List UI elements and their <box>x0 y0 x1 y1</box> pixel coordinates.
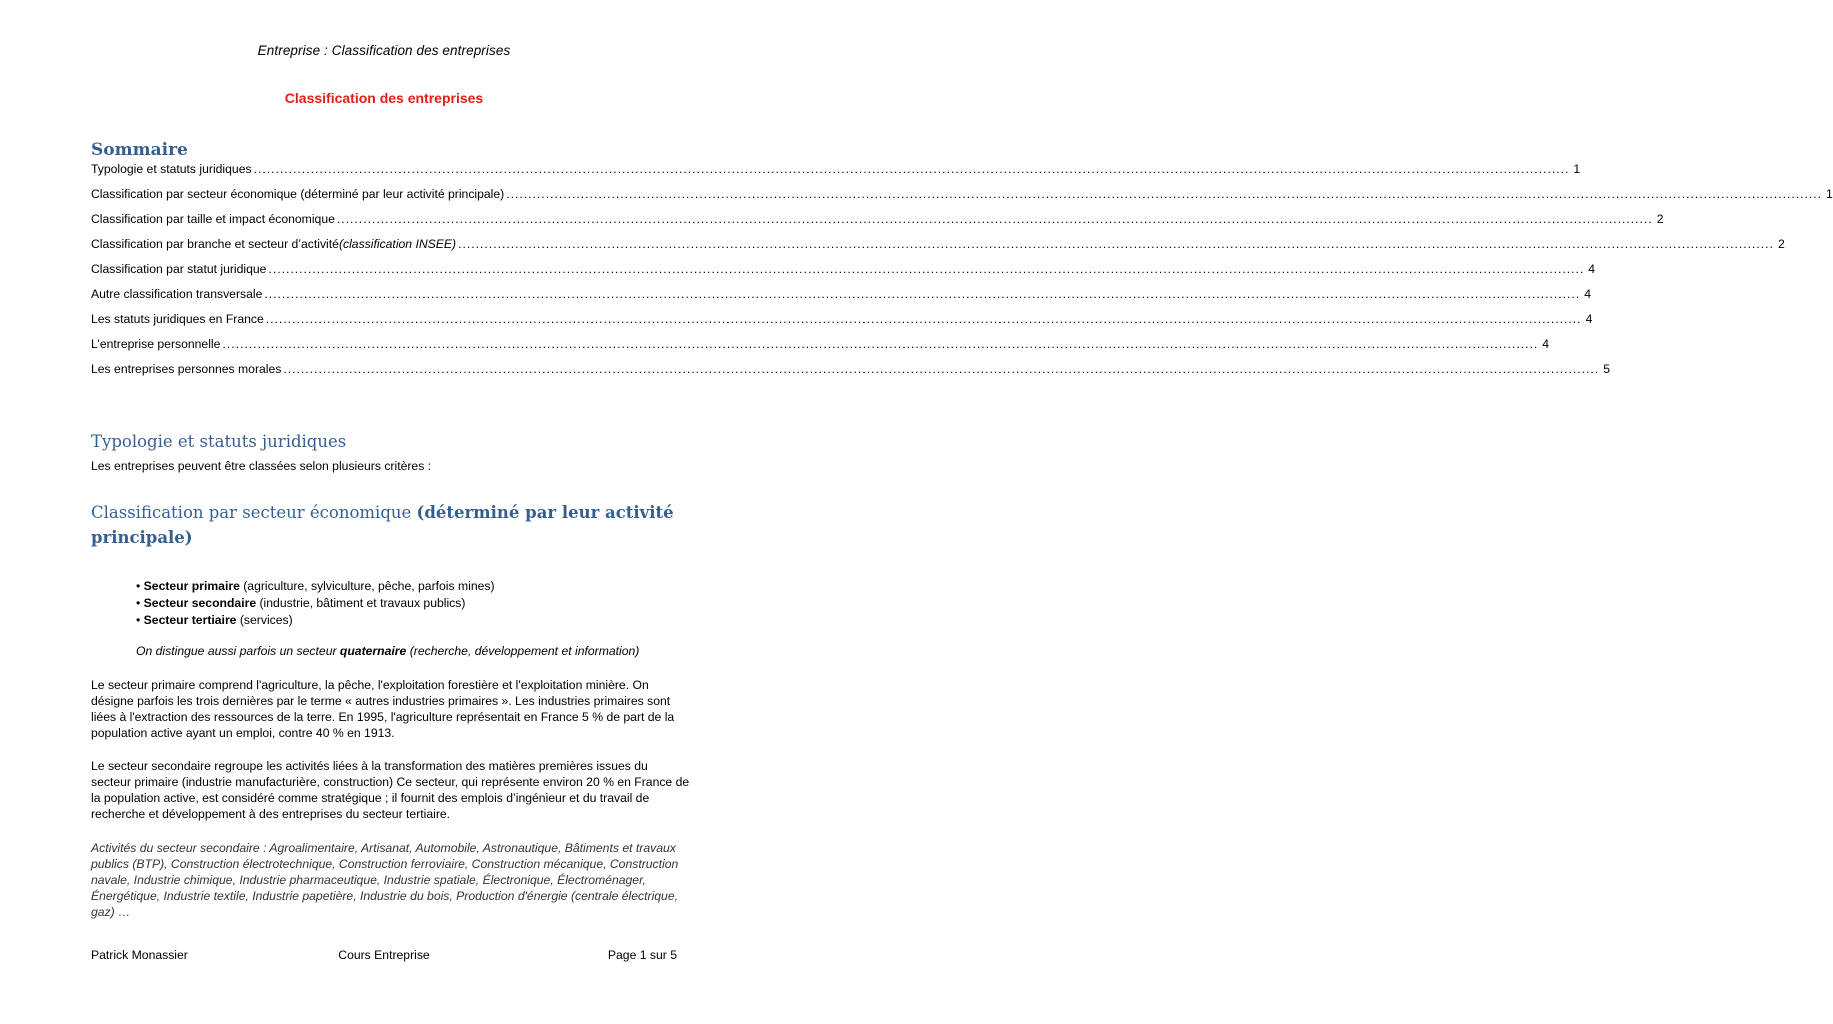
toc-entry-label: Les statuts juridiques en France <box>91 312 264 326</box>
toc-entry[interactable] <box>91 312 1593 330</box>
footer-page-number: Page 1 sur 5 <box>607 948 677 962</box>
sector-bullet-list <box>136 578 495 629</box>
toc-entry-label: Classification par statut juridique <box>91 262 267 276</box>
toc-page-number: 4 <box>1584 287 1591 301</box>
toc-page-number: 5 <box>1603 362 1610 376</box>
toc-leader-dots: ............................................................................................................................................................................................................................................................................................................ <box>253 162 1570 176</box>
document-title: Classification des entreprises <box>284 90 484 106</box>
toc-entry-label: L’entreprise personnelle <box>91 337 221 351</box>
footer-course: Cours Entreprise <box>338 948 430 962</box>
toc-entry[interactable] <box>91 362 1610 380</box>
toc-leader-dots: ............................................................................................................................................................................................................................................................................................................ <box>283 362 1600 376</box>
toc-entry[interactable] <box>91 212 1664 230</box>
section-heading-secteur <box>91 500 691 550</box>
list-item: • Secteur tertiaire (services) <box>136 613 293 627</box>
toc-entry-label: Classification par taille et impact économique <box>91 212 335 226</box>
toc-page-number: 4 <box>1588 262 1596 276</box>
toc-entry-label: Classification par branche et secteur d’activité <box>91 237 339 251</box>
toc-leader-dots: ............................................................................................................................................................................................................................................................................................................ <box>222 337 1539 351</box>
paragraph-secteur-secondaire: Le secteur secondaire regroupe les activités liées à la transformation des matières premières issues du secteur primaire (industrie manufacturière, construction) Ce secteur, qui représente environ 20 % en France de la population active, est considéré comme stratégique ; il fournit des emplois d’ingénieur et du travail de recherche et développement à des entreprises du secteur tertiaire. <box>91 759 690 821</box>
toc-leader-dots: ............................................................................................................................................................................................................................................................................................................ <box>506 187 1823 201</box>
toc-entry[interactable] <box>91 187 1833 205</box>
toc-entry[interactable] <box>91 337 1550 355</box>
toc-leader-dots: ............................................................................................................................................................................................................................................................................................................ <box>265 312 1582 326</box>
toc-page-number: 2 <box>1656 212 1664 226</box>
section-heading-typologie: Typologie et statuts juridiques <box>91 432 347 451</box>
toc-entry[interactable] <box>91 262 1596 280</box>
toc-page-number: 1 <box>1573 162 1581 176</box>
paragraph-activites-secondaire: Activités du secteur secondaire : Agroalimentaire, Artisanat, Automobile, Astronautique, Bâtiments et travaux publics (BTP), Construction électrotechnique, Construction ferroviaire, Construction mécanique, Construction navale, Industrie chimique, Industrie pharmaceutique, Industrie spatiale, Électronique, Électroménager, Énergétique, Industrie textile, Industrie papetière, Industrie du bois, Production d'énergie (centrale électrique, gaz) … <box>91 841 679 919</box>
toc-page-number: 4 <box>1542 337 1550 351</box>
quaternaire-note: On distingue aussi parfois un secteur quaternaire (recherche, développement et information) <box>136 644 640 658</box>
toc-entry-label: Typologie et statuts juridiques <box>91 162 252 176</box>
toc-leader-dots: ............................................................................................................................................................................................................................................................................................................ <box>268 262 1585 276</box>
running-header: Entreprise : Classification des entreprises <box>257 43 511 58</box>
toc-page-number: 2 <box>1777 237 1785 251</box>
toc-leader-dots: ............................................................................................................................................................................................................................................................................................................ <box>458 237 1774 251</box>
section-heading-main: Classification par secteur économique <box>91 503 417 522</box>
toc-entry[interactable] <box>91 162 1581 180</box>
footer-author: Patrick Monassier <box>91 948 188 962</box>
toc-page-number: 1 <box>1826 187 1833 201</box>
toc-entry-label: Les entreprises personnes morales <box>91 362 282 376</box>
toc-entry[interactable] <box>91 287 1591 305</box>
toc-entry-italic: (classification INSEE) <box>338 237 457 251</box>
toc-entry[interactable] <box>91 237 1785 255</box>
toc-entry-label: Autre classification transversale <box>91 287 263 301</box>
toc-leader-dots: ............................................................................................................................................................................................................................................................................................................ <box>336 212 1653 226</box>
list-item: • Secteur primaire (agriculture, sylviculture, pêche, parfois mines) <box>136 579 495 593</box>
sommaire-heading: Sommaire <box>91 140 188 160</box>
list-item: • Secteur secondaire (industrie, bâtiment et travaux publics) <box>136 596 466 610</box>
toc-page-number: 4 <box>1585 312 1593 326</box>
paragraph-secteur-primaire: Le secteur primaire comprend l'agriculture, la pêche, l'exploitation forestière et l'exploitation minière. On désigne parfois les trois dernières par le terme « autres industries primaires ». Les industries primaires sont liées à l'extraction des ressources de la terre. En 1995, l'agriculture représentait en France 5 % de part de la population active ayant un emploi, contre 40 % en 1913. <box>91 678 675 740</box>
toc-entry-label: Classification par secteur économique (déterminé par leur activité principale) <box>91 187 505 201</box>
section-heading-paren: (déterminé par leur activité principale) <box>91 503 674 547</box>
section-intro-text: Les entreprises peuvent être classées selon plusieurs critères : <box>91 459 432 473</box>
toc-leader-dots: ............................................................................................................................................................................................................................................................................................................ <box>264 287 1581 301</box>
